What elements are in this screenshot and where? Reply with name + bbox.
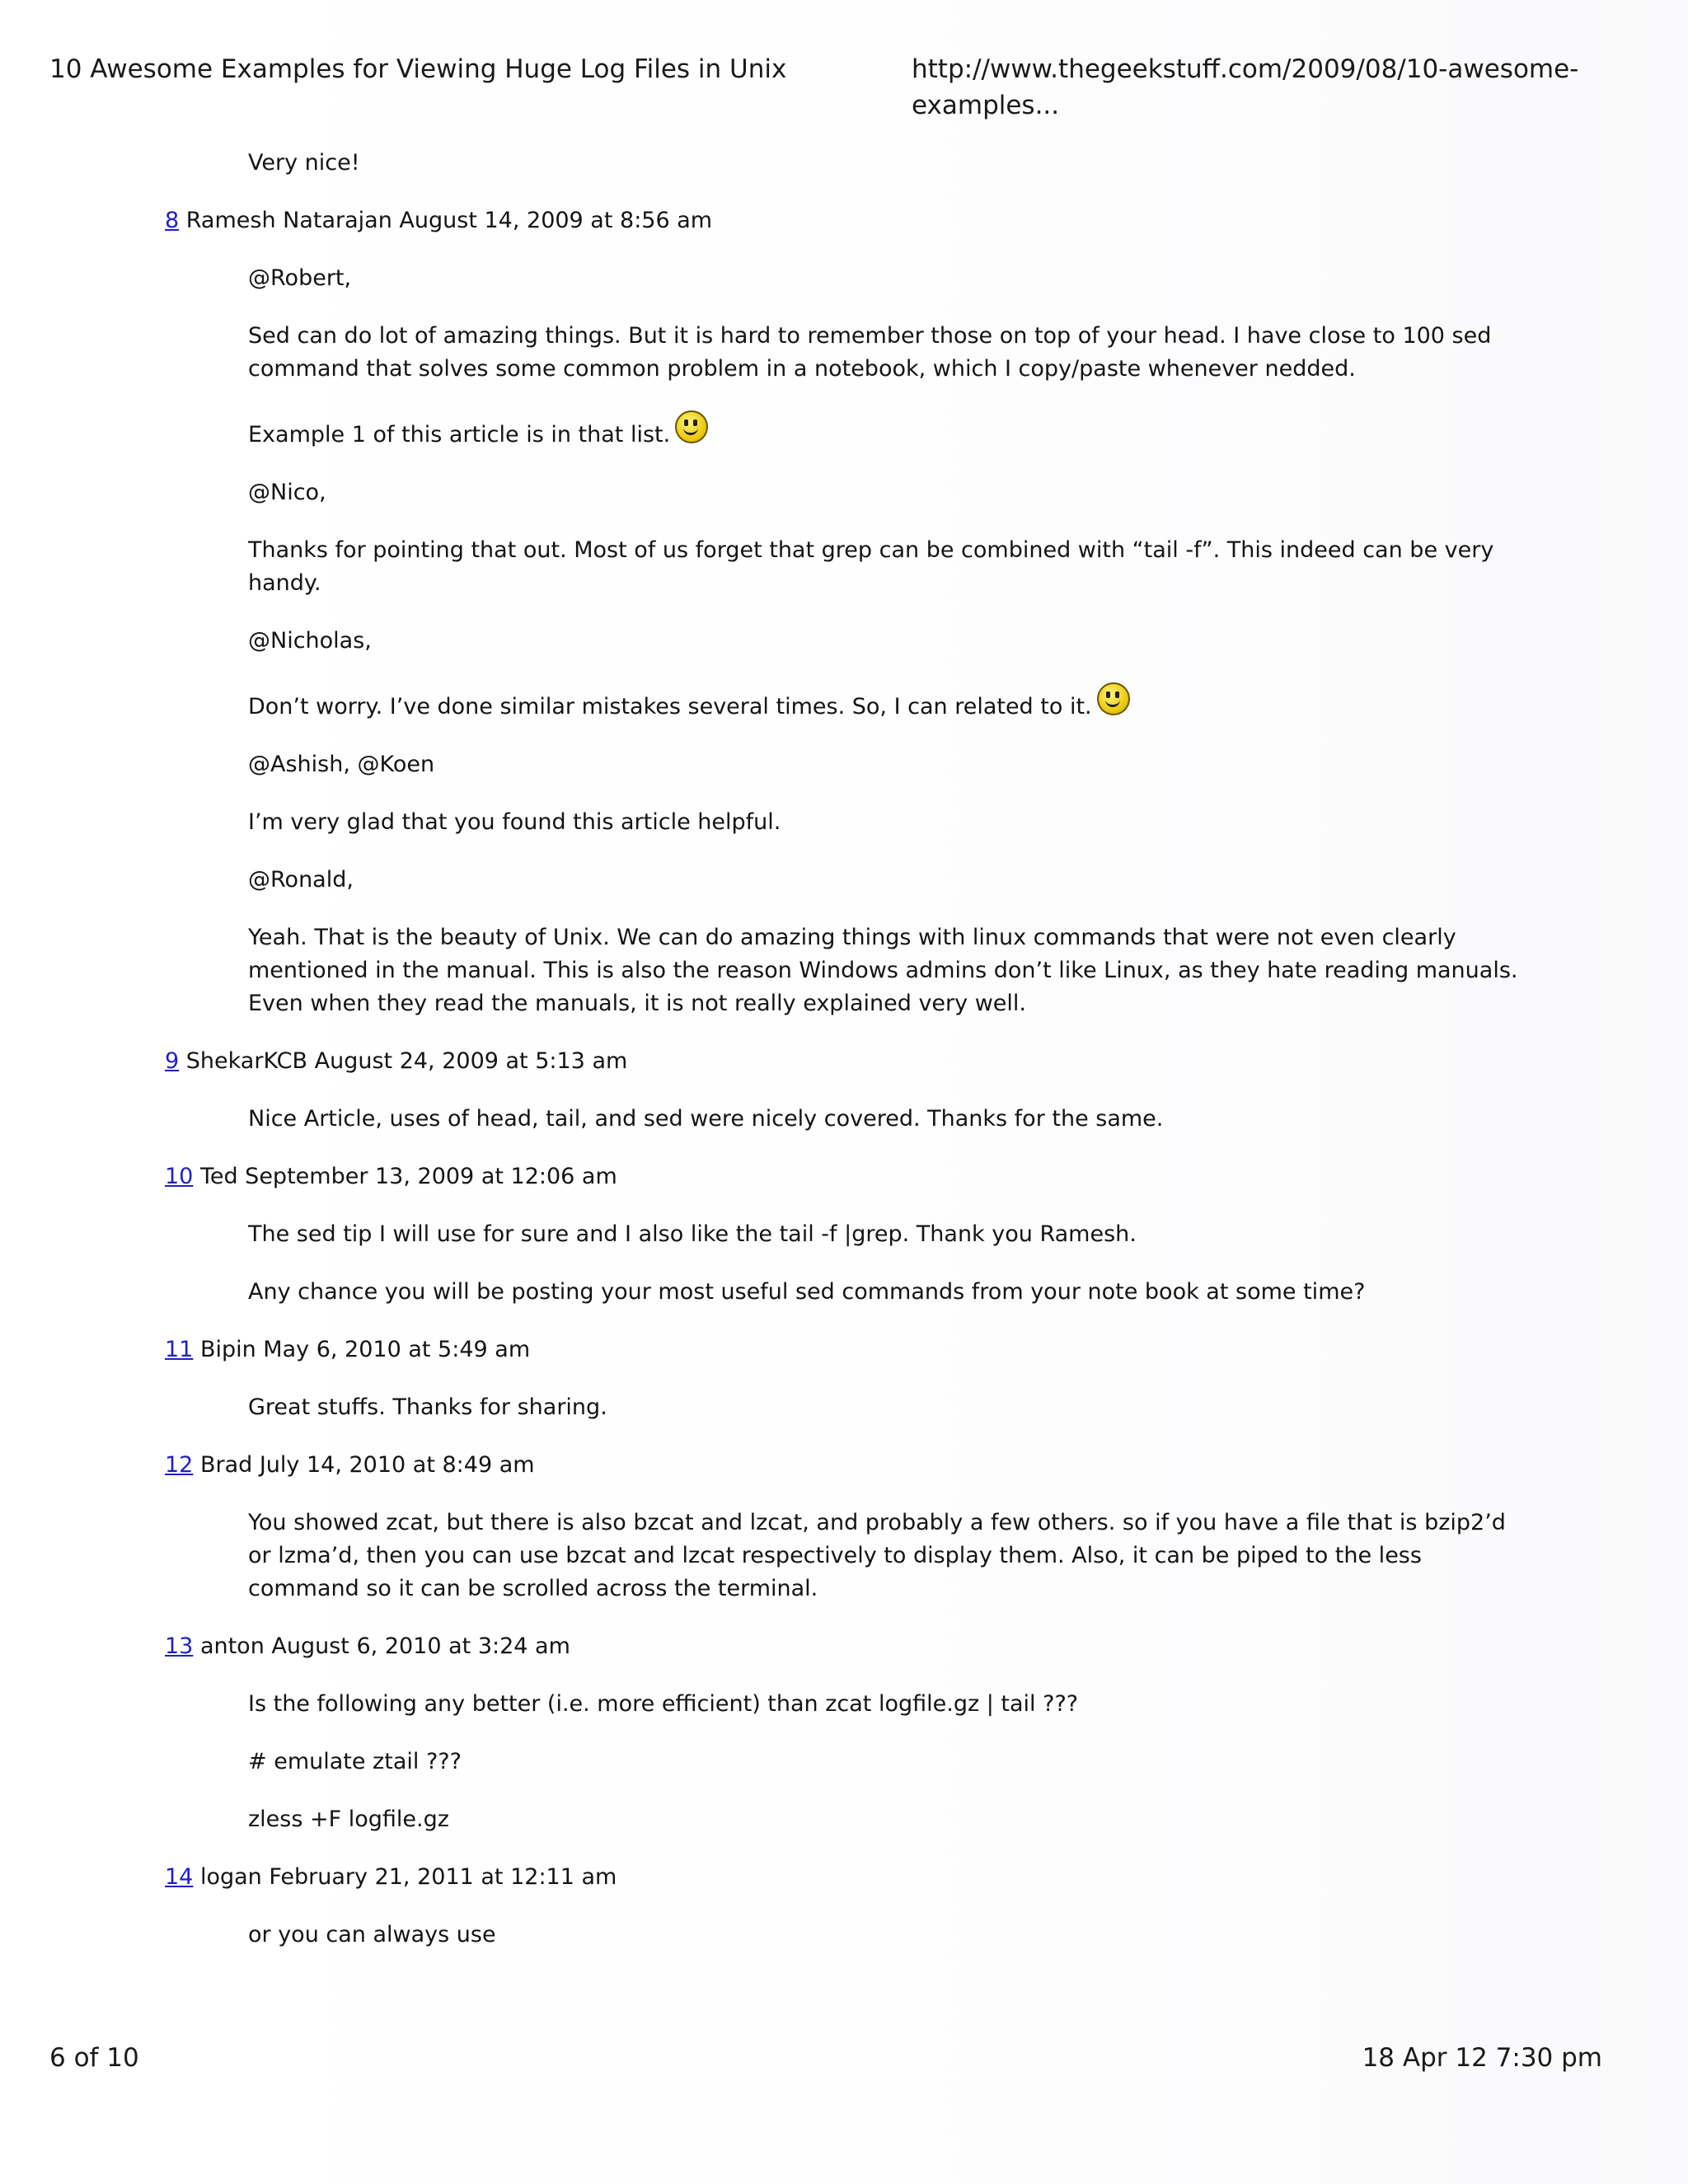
comment-header xyxy=(165,1861,1533,1894)
smiley-icon xyxy=(675,410,708,443)
comment-text: The sed tip I will use for sure and I also like the tail -f |grep. Thank you Ramesh. xyxy=(248,1221,1137,1247)
comment-text: Nice Article, uses of head, tail, and sed were nicely covered. Thanks for the same. xyxy=(248,1106,1164,1132)
comments-section xyxy=(165,147,1533,1976)
comment-text: @Nico, xyxy=(248,480,326,505)
smiley-icon xyxy=(1097,682,1130,715)
comment-text: Sed can do lot of amazing things. But it is hard to remember those on top of your head. I have close to 100 sed command that solves some common problem in a notebook, which I copy/paste whenever nedded. xyxy=(248,323,1492,382)
comment-text: I’m very glad that you found this article helpful. xyxy=(248,809,781,835)
comment-byline: ShekarKCB August 24, 2009 at 5:13 am xyxy=(179,1048,628,1074)
comment-text: Yeah. That is the beauty of Unix. We can do amazing things with linux commands that were not even clearly mentioned in the manual. This is also the reason Windows admins don’t like Linux, as they hate reading manuals. Even when they read the manuals, it is not really explained very well. xyxy=(248,925,1518,1016)
print-header xyxy=(49,51,1639,120)
comment-text: Example 1 of this article is in that list. xyxy=(248,422,671,448)
page-title: 10 Awesome Examples for Viewing Huge Log Files in Unix xyxy=(49,54,787,84)
comment-text: Very nice! xyxy=(248,150,360,176)
comment-paragraph xyxy=(165,682,1534,724)
comment-byline: Ramesh Natarajan August 14, 2009 at 8:56 am xyxy=(179,208,713,233)
comment-text: You showed zcat, but there is also bzcat and lzcat, and probably a few others. so if you have a file that is bzip2’d or lzma’d, then you can use bzcat and lzcat respectively to display them. Also, it can be piped to the less command so it can be scrolled across the terminal. xyxy=(248,1510,1506,1601)
comment-number-link[interactable]: 14 xyxy=(165,1864,194,1890)
comment-byline: logan February 21, 2011 at 12:11 am xyxy=(193,1864,617,1890)
comment-text: @Ronald, xyxy=(248,867,354,893)
comment-header xyxy=(165,1045,1533,1078)
comment-text: @Nicholas, xyxy=(248,628,372,654)
comment-byline: Ted September 13, 2009 at 12:06 am xyxy=(193,1164,617,1189)
comment-text: @Robert, xyxy=(248,265,352,291)
comment-number-link[interactable]: 10 xyxy=(165,1164,194,1189)
comment-text: # emulate ztail ??? xyxy=(248,1749,462,1774)
comment-header xyxy=(165,1449,1533,1482)
comment-byline: Brad July 14, 2010 at 8:49 am xyxy=(193,1452,535,1478)
comment-byline: Bipin May 6, 2010 at 5:49 am xyxy=(193,1337,531,1362)
comment-text: @Ashish, @Koen xyxy=(248,752,435,777)
comment-number-link[interactable]: 13 xyxy=(165,1633,194,1659)
comment-text: or you can always use xyxy=(248,1922,496,1947)
comment-header xyxy=(165,1160,1533,1193)
comment-header xyxy=(165,1630,1533,1663)
print-footer xyxy=(49,2040,1639,2076)
comment-text: Is the following any better (i.e. more efficient) than zcat logfile.gz | tail ??? xyxy=(248,1691,1079,1717)
comment-paragraph xyxy=(165,410,1534,452)
comment-byline: anton August 6, 2010 at 3:24 am xyxy=(193,1633,570,1659)
comment-number-link[interactable]: 12 xyxy=(165,1452,194,1478)
comment-text: Don’t worry. I’ve done similar mistakes several times. So, I can related to it. xyxy=(248,694,1092,719)
page-url: http://www.thegeekstuff.com/2009/08/10-awesome-examples... xyxy=(912,54,1579,120)
print-timestamp: 18 Apr 12 7:30 pm xyxy=(1362,2043,1602,2073)
comment-text: Thanks for pointing that out. Most of us forget that grep can be combined with “tail -f”. This indeed can be very handy. xyxy=(248,537,1494,596)
comment-header xyxy=(165,1333,1533,1366)
page-counter: 6 of 10 xyxy=(49,2043,139,2073)
comment-text: zless +F logfile.gz xyxy=(248,1807,449,1832)
comment-text: Any chance you will be posting your most useful sed commands from your note book at some time? xyxy=(248,1279,1366,1305)
comment-header xyxy=(165,204,1533,237)
comment-number-link[interactable]: 11 xyxy=(165,1337,194,1362)
comment-number-link[interactable]: 9 xyxy=(165,1048,180,1074)
comment-number-link[interactable]: 8 xyxy=(165,208,180,233)
comment-text: Great stuffs. Thanks for sharing. xyxy=(248,1394,607,1420)
